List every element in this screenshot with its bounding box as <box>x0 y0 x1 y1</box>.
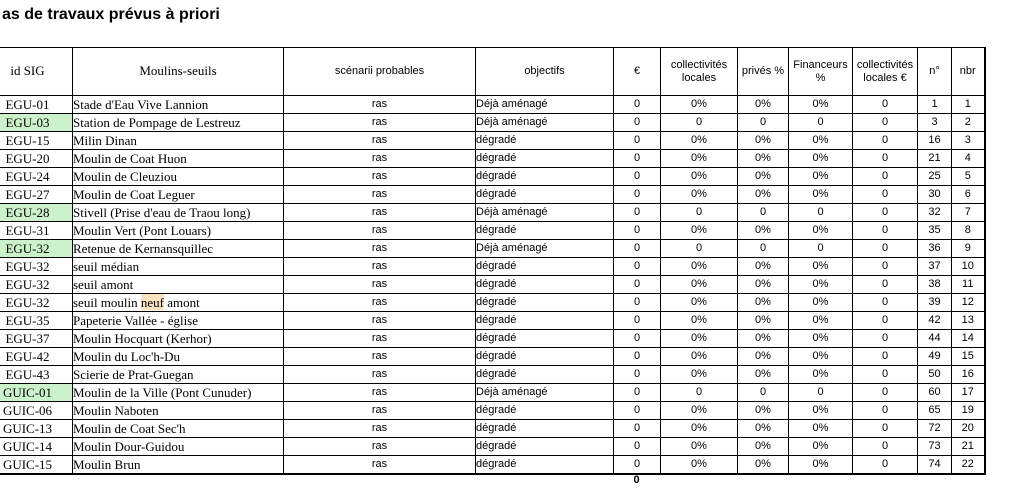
header-id[interactable]: id SIG <box>0 48 73 96</box>
cell-prives-pct[interactable]: 0% <box>738 348 789 366</box>
cell-id[interactable]: GUIC-13 <box>0 420 73 438</box>
cell-num[interactable]: 37 <box>918 258 952 276</box>
cell-scenario[interactable]: ras <box>284 204 476 222</box>
cell-coll-euro[interactable]: 0 <box>853 348 918 366</box>
cell-prives-pct[interactable]: 0% <box>738 402 789 420</box>
cell-coll-euro[interactable]: 0 <box>853 258 918 276</box>
cell-nbr[interactable]: 1 <box>952 96 985 114</box>
cell-scenario[interactable]: ras <box>284 186 476 204</box>
cell-financeurs-pct[interactable]: 0 <box>789 114 853 132</box>
cell-num[interactable]: 49 <box>918 348 952 366</box>
cell-nbr[interactable]: 14 <box>952 330 985 348</box>
cell-euro[interactable]: 0 <box>614 96 661 114</box>
header-prives-pct[interactable]: privés % <box>738 48 789 96</box>
cell-nbr[interactable]: 3 <box>952 132 985 150</box>
cell-objectif[interactable]: dégradé <box>476 222 614 240</box>
cell-coll-euro[interactable]: 0 <box>853 330 918 348</box>
cell-financeurs-pct[interactable]: 0% <box>789 186 853 204</box>
cell-objectif[interactable]: dégradé <box>476 186 614 204</box>
cell-name[interactable]: Moulin de Coat Huon <box>73 150 284 168</box>
cell-nbr[interactable]: 19 <box>952 402 985 420</box>
cell-num[interactable]: 16 <box>918 132 952 150</box>
cell-objectif[interactable]: dégradé <box>476 330 614 348</box>
table-row <box>0 168 985 186</box>
cell-scenario[interactable]: ras <box>284 240 476 258</box>
cell-scenario[interactable]: ras <box>284 456 476 475</box>
cell-id-highlighted[interactable]: EGU-28 <box>0 204 73 222</box>
cell-num[interactable]: 36 <box>918 240 952 258</box>
table-row <box>0 348 985 366</box>
cell-num[interactable]: 73 <box>918 438 952 456</box>
cell-euro[interactable]: 0 <box>614 186 661 204</box>
table-row <box>0 186 985 204</box>
cell-num[interactable]: 35 <box>918 222 952 240</box>
cell-num[interactable]: 25 <box>918 168 952 186</box>
cell-nbr[interactable]: 22 <box>952 456 985 475</box>
cell-scenario[interactable]: ras <box>284 222 476 240</box>
cell-euro[interactable]: 0 <box>614 222 661 240</box>
cell-id-highlighted[interactable]: GUIC-01 <box>0 384 73 402</box>
cell-objectif[interactable]: dégradé <box>476 438 614 456</box>
cell-financeurs-pct[interactable]: 0% <box>789 348 853 366</box>
header-name[interactable]: Moulins-seuils <box>73 48 284 96</box>
cell-coll-euro[interactable]: 0 <box>853 294 918 312</box>
cell-coll-euro[interactable]: 0 <box>853 366 918 384</box>
cell-scenario[interactable]: ras <box>284 366 476 384</box>
table-row <box>0 204 985 222</box>
cell-objectif[interactable]: dégradé <box>476 258 614 276</box>
cell-scenario[interactable]: ras <box>284 96 476 114</box>
cell-name[interactable]: Moulin de la Ville (Pont Cunuder) <box>73 384 284 402</box>
cell-name[interactable]: Moulin Dour-Guidou <box>73 438 284 456</box>
cell-id[interactable]: EGU-37 <box>0 330 73 348</box>
cell-num[interactable]: 60 <box>918 384 952 402</box>
cell-num[interactable]: 50 <box>918 366 952 384</box>
cell-coll-pct[interactable]: 0% <box>661 168 738 186</box>
cell-financeurs-pct[interactable]: 0 <box>789 240 853 258</box>
page-title: as de travaux prévus à priori <box>2 6 220 23</box>
table-row <box>0 294 985 312</box>
cell-objectif[interactable]: dégradé <box>476 312 614 330</box>
header-coll-euro[interactable]: collectivités locales € <box>853 48 918 96</box>
cell-nbr[interactable]: 7 <box>952 204 985 222</box>
cell-id[interactable]: EGU-01 <box>0 96 73 114</box>
cell-coll-pct[interactable]: 0 <box>661 114 738 132</box>
cell-objectif[interactable]: dégradé <box>476 456 614 475</box>
cell-coll-euro[interactable]: 0 <box>853 150 918 168</box>
footer-total-cell[interactable]: 0 <box>633 474 640 486</box>
table-row <box>0 312 985 330</box>
cell-euro[interactable]: 0 <box>614 294 661 312</box>
cell-id[interactable]: GUIC-06 <box>0 402 73 420</box>
cell-euro[interactable]: 0 <box>614 204 661 222</box>
cell-coll-pct[interactable]: 0% <box>661 312 738 330</box>
cell-name[interactable]: Papeterie Vallée - église <box>73 312 284 330</box>
cell-nbr[interactable]: 13 <box>952 312 985 330</box>
cell-objectif[interactable]: dégradé <box>476 420 614 438</box>
header-num[interactable]: n° <box>918 48 952 96</box>
cell-scenario[interactable]: ras <box>284 294 476 312</box>
cell-num[interactable]: 65 <box>918 402 952 420</box>
table-header <box>0 48 985 96</box>
cell-id[interactable]: EGU-35 <box>0 312 73 330</box>
name-text: amont <box>164 295 200 310</box>
cell-euro[interactable]: 0 <box>614 366 661 384</box>
cell-objectif[interactable]: Déjà aménagé <box>476 114 614 132</box>
cell-euro[interactable]: 0 <box>614 330 661 348</box>
cell-euro[interactable]: 0 <box>614 132 661 150</box>
cell-nbr[interactable]: 16 <box>952 366 985 384</box>
cell-objectif[interactable]: Déjà aménagé <box>476 204 614 222</box>
cell-nbr[interactable]: 5 <box>952 168 985 186</box>
cell-num[interactable]: 42 <box>918 312 952 330</box>
cell-id[interactable]: EGU-31 <box>0 222 73 240</box>
cell-nbr[interactable]: 6 <box>952 186 985 204</box>
cell-num[interactable]: 39 <box>918 294 952 312</box>
cell-euro[interactable]: 0 <box>614 384 661 402</box>
cell-objectif[interactable]: dégradé <box>476 276 614 294</box>
cell-id[interactable]: EGU-32 <box>0 294 73 312</box>
cell-coll-euro[interactable]: 0 <box>853 384 918 402</box>
cell-euro[interactable]: 0 <box>614 402 661 420</box>
cell-euro[interactable]: 0 <box>614 312 661 330</box>
cell-prives-pct[interactable]: 0% <box>738 96 789 114</box>
cell-euro[interactable]: 0 <box>614 114 661 132</box>
cell-id[interactable]: GUIC-15 <box>0 456 73 475</box>
cell-prives-pct[interactable]: 0% <box>738 294 789 312</box>
cell-coll-pct[interactable]: 0 <box>661 240 738 258</box>
cell-id[interactable]: EGU-43 <box>0 366 73 384</box>
cell-prives-pct[interactable]: 0% <box>738 420 789 438</box>
cell-coll-euro[interactable]: 0 <box>853 168 918 186</box>
header-financeurs-pct[interactable]: Financeurs % <box>789 48 853 96</box>
cell-financeurs-pct[interactable]: 0% <box>789 222 853 240</box>
cell-coll-euro[interactable]: 0 <box>853 438 918 456</box>
cell-name[interactable]: Scierie de Prat-Guegan <box>73 366 284 384</box>
cell-scenario[interactable]: ras <box>284 402 476 420</box>
cell-num[interactable]: 1 <box>918 96 952 114</box>
cell-id[interactable]: EGU-27 <box>0 186 73 204</box>
cell-coll-pct[interactable]: 0% <box>661 438 738 456</box>
cell-euro[interactable]: 0 <box>614 258 661 276</box>
cell-euro[interactable]: 0 <box>614 456 661 475</box>
cell-nbr[interactable]: 15 <box>952 348 985 366</box>
cell-name[interactable]: seuil amont <box>73 276 284 294</box>
cell-id[interactable]: GUIC-14 <box>0 438 73 456</box>
table-row <box>0 456 985 475</box>
cell-scenario[interactable]: ras <box>284 114 476 132</box>
cell-objectif[interactable]: dégradé <box>476 132 614 150</box>
table-row <box>0 222 985 240</box>
header-nbr[interactable]: nbr <box>952 48 985 96</box>
cell-name[interactable]: Milin Dinan <box>73 132 284 150</box>
cell-nbr[interactable]: 12 <box>952 294 985 312</box>
cell-prives-pct[interactable]: 0% <box>738 222 789 240</box>
cell-num[interactable]: 30 <box>918 186 952 204</box>
cell-prives-pct[interactable]: 0 <box>738 204 789 222</box>
cell-coll-euro[interactable]: 0 <box>853 204 918 222</box>
header-scenario[interactable]: scénarii probables <box>284 48 476 96</box>
cell-coll-pct[interactable]: 0% <box>661 96 738 114</box>
cell-financeurs-pct[interactable]: 0% <box>789 258 853 276</box>
cell-coll-pct[interactable]: 0 <box>661 384 738 402</box>
cell-euro[interactable]: 0 <box>614 150 661 168</box>
table-row <box>0 420 985 438</box>
cell-id[interactable]: EGU-42 <box>0 348 73 366</box>
cell-objectif[interactable]: Déjà aménagé <box>476 240 614 258</box>
cell-coll-pct[interactable]: 0% <box>661 222 738 240</box>
cell-name[interactable]: Moulin Vert (Pont Louars) <box>73 222 284 240</box>
works-table <box>0 47 986 475</box>
cell-name[interactable]: Moulin de Cleuziou <box>73 168 284 186</box>
table-row <box>0 438 985 456</box>
cell-scenario[interactable]: ras <box>284 420 476 438</box>
cell-num[interactable]: 74 <box>918 456 952 475</box>
cell-nbr[interactable]: 8 <box>952 222 985 240</box>
cell-nbr[interactable]: 9 <box>952 240 985 258</box>
cell-nbr[interactable]: 17 <box>952 384 985 402</box>
cell-coll-euro[interactable]: 0 <box>853 456 918 475</box>
cell-name[interactable]: Moulin de Coat Leguer <box>73 186 284 204</box>
cell-coll-pct[interactable]: 0% <box>661 294 738 312</box>
cell-financeurs-pct[interactable]: 0% <box>789 330 853 348</box>
header-euro[interactable]: € <box>614 48 661 96</box>
cell-scenario[interactable]: ras <box>284 312 476 330</box>
cell-id[interactable]: EGU-24 <box>0 168 73 186</box>
cell-prives-pct[interactable]: 0% <box>738 366 789 384</box>
cell-name[interactable]: Moulin du Loc'h-Du <box>73 348 284 366</box>
cell-id[interactable]: EGU-32 <box>0 258 73 276</box>
cell-coll-euro[interactable]: 0 <box>853 240 918 258</box>
cell-name[interactable]: Stivell (Prise d'eau de Traou long) <box>73 204 284 222</box>
cell-objectif[interactable]: dégradé <box>476 150 614 168</box>
cell-prives-pct[interactable]: 0 <box>738 240 789 258</box>
cell-euro[interactable]: 0 <box>614 420 661 438</box>
cell-coll-euro[interactable]: 0 <box>853 222 918 240</box>
table-row <box>0 366 985 384</box>
table-row <box>0 114 985 132</box>
cell-financeurs-pct[interactable]: 0% <box>789 402 853 420</box>
table-row <box>0 258 985 276</box>
header-row <box>0 48 985 96</box>
cell-prives-pct[interactable]: 0% <box>738 132 789 150</box>
table-row <box>0 384 985 402</box>
cell-scenario[interactable]: ras <box>284 150 476 168</box>
cell-coll-euro[interactable]: 0 <box>853 132 918 150</box>
cell-name[interactable]: Moulin Brun <box>73 456 284 475</box>
cell-nbr[interactable]: 20 <box>952 420 985 438</box>
cell-name[interactable]: Retenue de Kernansquillec <box>73 240 284 258</box>
cell-coll-pct[interactable]: 0% <box>661 420 738 438</box>
cell-num[interactable]: 38 <box>918 276 952 294</box>
header-objectif[interactable]: objectifs <box>476 48 614 96</box>
cell-coll-euro[interactable]: 0 <box>853 402 918 420</box>
cell-nbr[interactable]: 10 <box>952 258 985 276</box>
cell-scenario[interactable]: ras <box>284 168 476 186</box>
cell-nbr[interactable]: 11 <box>952 276 985 294</box>
cell-prives-pct[interactable]: 0 <box>738 114 789 132</box>
table-row <box>0 402 985 420</box>
cell-prives-pct[interactable]: 0% <box>738 312 789 330</box>
cell-prives-pct[interactable]: 0% <box>738 258 789 276</box>
cell-financeurs-pct[interactable]: 0% <box>789 312 853 330</box>
cell-objectif[interactable]: dégradé <box>476 366 614 384</box>
table-row <box>0 240 985 258</box>
cell-num[interactable]: 72 <box>918 420 952 438</box>
cell-scenario[interactable]: ras <box>284 276 476 294</box>
cell-prives-pct[interactable]: 0 <box>738 384 789 402</box>
table-row <box>0 330 985 348</box>
cell-objectif[interactable]: dégradé <box>476 348 614 366</box>
table-row <box>0 276 985 294</box>
cell-objectif[interactable]: dégradé <box>476 402 614 420</box>
cell-scenario[interactable]: ras <box>284 258 476 276</box>
cell-financeurs-pct[interactable]: 0% <box>789 420 853 438</box>
cell-coll-euro[interactable]: 0 <box>853 114 918 132</box>
cell-prives-pct[interactable]: 0% <box>738 168 789 186</box>
cell-coll-pct[interactable]: 0% <box>661 258 738 276</box>
cell-num[interactable]: 44 <box>918 330 952 348</box>
cell-num[interactable]: 21 <box>918 150 952 168</box>
cell-financeurs-pct[interactable]: 0 <box>789 384 853 402</box>
cell-euro[interactable]: 0 <box>614 348 661 366</box>
cell-financeurs-pct[interactable]: 0% <box>789 438 853 456</box>
cell-name[interactable] <box>73 294 284 312</box>
cell-coll-pct[interactable]: 0% <box>661 348 738 366</box>
cell-coll-pct[interactable]: 0% <box>661 276 738 294</box>
cell-financeurs-pct[interactable]: 0% <box>789 294 853 312</box>
header-coll-pct[interactable]: collectivités locales <box>661 48 738 96</box>
cell-num[interactable]: 3 <box>918 114 952 132</box>
cell-num[interactable]: 32 <box>918 204 952 222</box>
cell-euro[interactable]: 0 <box>614 168 661 186</box>
cell-financeurs-pct[interactable]: 0% <box>789 96 853 114</box>
cell-name[interactable]: seuil médian <box>73 258 284 276</box>
cell-coll-euro[interactable]: 0 <box>853 420 918 438</box>
cell-scenario[interactable]: ras <box>284 384 476 402</box>
cell-coll-euro[interactable]: 0 <box>853 276 918 294</box>
cell-coll-pct[interactable]: 0% <box>661 456 738 475</box>
cell-financeurs-pct[interactable]: 0% <box>789 132 853 150</box>
cell-scenario[interactable]: ras <box>284 438 476 456</box>
table-body <box>0 96 985 475</box>
cell-euro[interactable]: 0 <box>614 438 661 456</box>
cell-objectif[interactable]: dégradé <box>476 168 614 186</box>
cell-prives-pct[interactable]: 0% <box>738 330 789 348</box>
cell-name[interactable]: Station de Pompage de Lestreuz <box>73 114 284 132</box>
cell-nbr[interactable]: 2 <box>952 114 985 132</box>
cell-financeurs-pct[interactable]: 0 <box>789 204 853 222</box>
cell-prives-pct[interactable]: 0% <box>738 276 789 294</box>
cell-prives-pct[interactable]: 0% <box>738 186 789 204</box>
cell-name[interactable]: Moulin de Coat Sec'h <box>73 420 284 438</box>
cell-name[interactable]: Stade d'Eau Vive Lannion <box>73 96 284 114</box>
cell-euro[interactable]: 0 <box>614 276 661 294</box>
cell-objectif[interactable]: Déjà aménagé <box>476 384 614 402</box>
table-row <box>0 132 985 150</box>
cell-financeurs-pct[interactable]: 0% <box>789 276 853 294</box>
cell-financeurs-pct[interactable]: 0% <box>789 366 853 384</box>
cell-id[interactable]: EGU-20 <box>0 150 73 168</box>
cell-coll-pct[interactable]: 0% <box>661 132 738 150</box>
cell-financeurs-pct[interactable]: 0% <box>789 150 853 168</box>
cell-scenario[interactable]: ras <box>284 330 476 348</box>
cell-coll-pct[interactable]: 0 <box>661 204 738 222</box>
cell-objectif[interactable]: dégradé <box>476 294 614 312</box>
cell-id-highlighted[interactable]: EGU-03 <box>0 114 73 132</box>
table-row <box>0 96 985 114</box>
cell-coll-pct[interactable]: 0% <box>661 186 738 204</box>
cell-prives-pct[interactable]: 0% <box>738 456 789 475</box>
table-row <box>0 150 985 168</box>
cell-name[interactable]: Moulin Hocquart (Kerhor) <box>73 330 284 348</box>
cell-nbr[interactable]: 21 <box>952 438 985 456</box>
cell-coll-euro[interactable]: 0 <box>853 312 918 330</box>
cell-scenario[interactable]: ras <box>284 132 476 150</box>
name-text: seuil moulin <box>73 295 141 310</box>
highlighted-word: neuf <box>140 295 164 310</box>
cell-scenario[interactable]: ras <box>284 348 476 366</box>
cell-coll-pct[interactable]: 0% <box>661 330 738 348</box>
cell-id-highlighted[interactable]: EGU-32 <box>0 240 73 258</box>
cell-nbr[interactable]: 4 <box>952 150 985 168</box>
cell-name[interactable]: Moulin Naboten <box>73 402 284 420</box>
cell-euro[interactable]: 0 <box>614 240 661 258</box>
cell-coll-pct[interactable]: 0% <box>661 150 738 168</box>
cell-objectif[interactable]: Déjà aménagé <box>476 96 614 114</box>
cell-financeurs-pct[interactable]: 0% <box>789 168 853 186</box>
cell-coll-pct[interactable]: 0% <box>661 366 738 384</box>
cell-prives-pct[interactable]: 0% <box>738 150 789 168</box>
cell-prives-pct[interactable]: 0% <box>738 438 789 456</box>
cell-id[interactable]: EGU-15 <box>0 132 73 150</box>
cell-coll-euro[interactable]: 0 <box>853 96 918 114</box>
cell-coll-euro[interactable]: 0 <box>853 186 918 204</box>
cell-coll-pct[interactable]: 0% <box>661 402 738 420</box>
cell-financeurs-pct[interactable]: 0% <box>789 456 853 475</box>
cell-id[interactable]: EGU-32 <box>0 276 73 294</box>
